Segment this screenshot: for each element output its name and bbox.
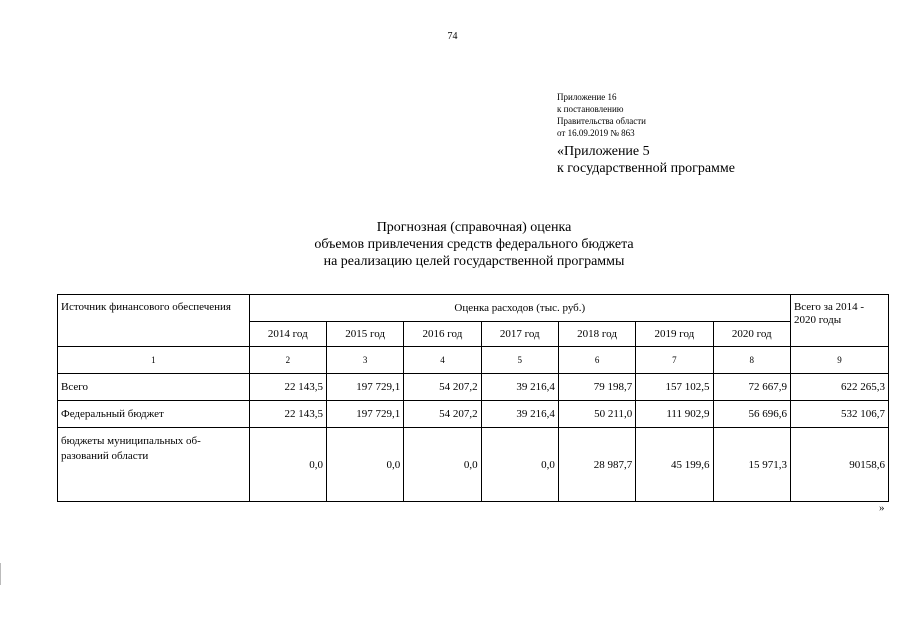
column-number: 6 <box>558 347 635 374</box>
row-source-label: Федеральный бюджет <box>58 401 250 428</box>
value-cell: 45 199,6 <box>636 428 713 502</box>
year-header: 2015 год <box>326 322 403 347</box>
closing-quote: » <box>879 502 885 514</box>
year-header: 2018 год <box>558 322 635 347</box>
title-line: на реализацию целей государственной программы <box>323 254 625 269</box>
page-number: 74 <box>447 31 458 42</box>
row-total-cell: 622 265,3 <box>790 374 888 401</box>
column-number-row <box>58 347 889 374</box>
table-header-row <box>58 295 889 322</box>
value-cell: 79 198,7 <box>558 374 635 401</box>
column-number: 9 <box>790 347 888 374</box>
row-source-label: бюджеты муниципальных об-разований области <box>58 428 250 502</box>
appendix-reference-line: к государственной программе <box>557 161 735 176</box>
column-number: 8 <box>713 347 790 374</box>
value-cell: 50 211,0 <box>558 401 635 428</box>
table-row-federal-budget <box>58 401 889 428</box>
value-cell: 56 696,6 <box>713 401 790 428</box>
year-header: 2014 год <box>249 322 326 347</box>
value-cell: 72 667,9 <box>713 374 790 401</box>
year-header: 2020 год <box>713 322 790 347</box>
value-cell: 28 987,7 <box>558 428 635 502</box>
appendix-note-line: Правительства области <box>557 116 646 126</box>
value-cell: 0,0 <box>249 428 326 502</box>
value-cell: 157 102,5 <box>636 374 713 401</box>
value-cell: 0,0 <box>326 428 403 502</box>
scan-edge-mark <box>0 563 1 585</box>
year-header: 2017 год <box>481 322 558 347</box>
title-line: Прогнозная (справочная) оценка <box>376 220 572 235</box>
value-cell: 54 207,2 <box>404 401 481 428</box>
value-cell: 39 216,4 <box>481 374 558 401</box>
column-number: 2 <box>249 347 326 374</box>
column-number: 1 <box>58 347 250 374</box>
row-total-cell: 90158,6 <box>790 428 888 502</box>
table-row-total <box>58 374 889 401</box>
value-cell: 15 971,3 <box>713 428 790 502</box>
row-total-cell: 532 106,7 <box>790 401 888 428</box>
source-header: Источник финансового обеспечения <box>58 295 250 347</box>
value-cell: 54 207,2 <box>404 374 481 401</box>
value-cell: 0,0 <box>404 428 481 502</box>
appendix-note <box>557 91 646 139</box>
column-number: 4 <box>404 347 481 374</box>
appendix-note-line: Приложение 16 <box>557 92 617 102</box>
table-row-municipal-budgets <box>58 428 889 502</box>
appendix-note-line: от 16.09.2019 № 863 <box>557 128 635 138</box>
appendix-note-line: к постановлению <box>557 104 624 114</box>
value-cell: 39 216,4 <box>481 401 558 428</box>
value-cell: 0,0 <box>481 428 558 502</box>
year-header: 2016 год <box>404 322 481 347</box>
year-header: 2019 год <box>636 322 713 347</box>
appendix-reference-line: «Приложение 5 <box>557 144 650 159</box>
estimate-header: Оценка расходов (тыс. руб.) <box>249 295 790 322</box>
value-cell: 197 729,1 <box>326 401 403 428</box>
column-number: 7 <box>636 347 713 374</box>
appendix-reference <box>557 143 735 177</box>
value-cell: 22 143,5 <box>249 401 326 428</box>
value-cell: 22 143,5 <box>249 374 326 401</box>
value-cell: 197 729,1 <box>326 374 403 401</box>
title-line: объемов привлечения средств федерального бюджета <box>314 237 634 252</box>
value-cell: 111 902,9 <box>636 401 713 428</box>
row-source-label: Всего <box>58 374 250 401</box>
financing-table <box>57 294 889 502</box>
document-title <box>0 219 905 270</box>
column-number: 3 <box>326 347 403 374</box>
column-number: 5 <box>481 347 558 374</box>
total-header: Всего за 2014 - 2020 годы <box>790 295 888 347</box>
